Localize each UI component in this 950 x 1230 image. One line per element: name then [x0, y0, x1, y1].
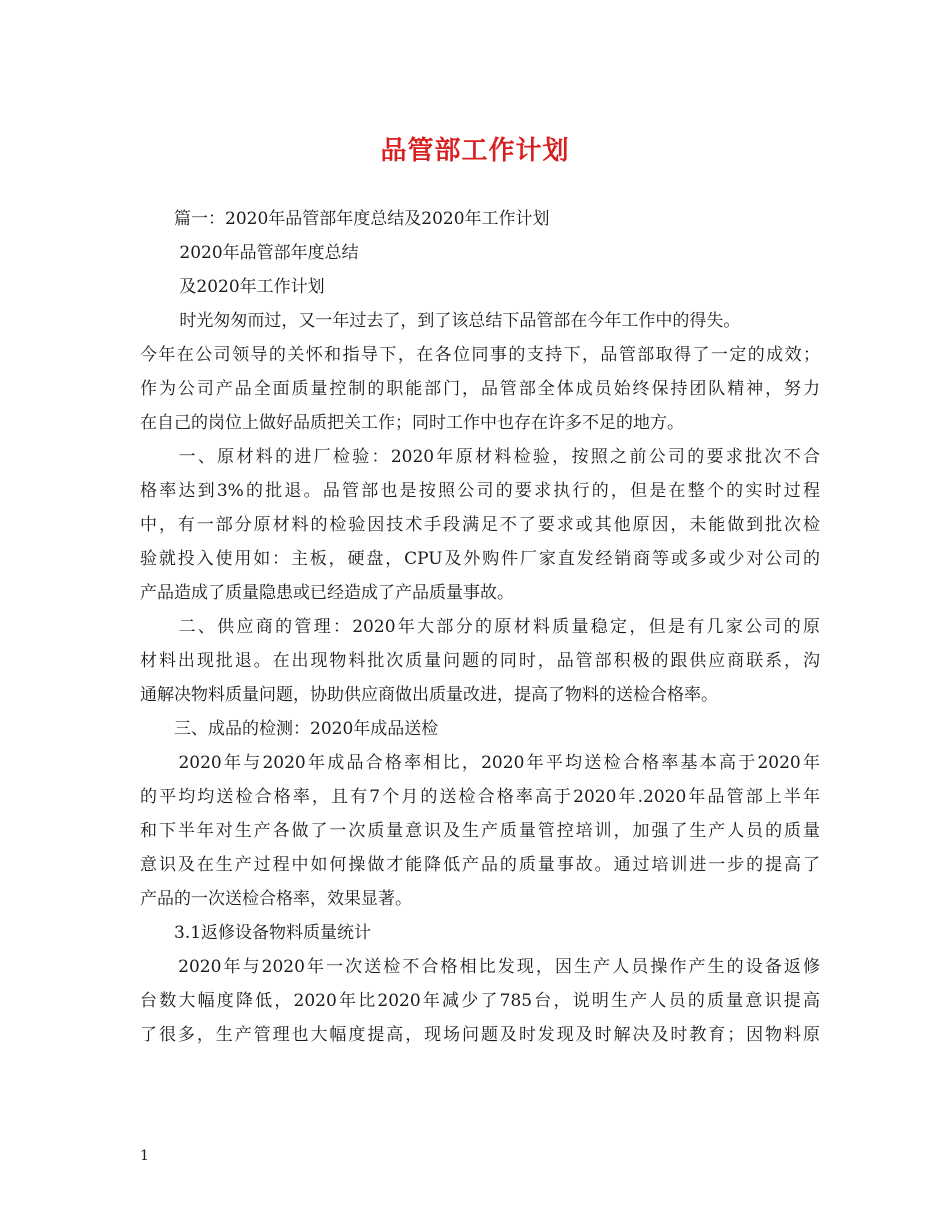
body-line: 3.1返修设备物料质量统计: [140, 923, 372, 943]
body-line: 在自己的岗位上做好品质把关工作；同时工作中也存在许多不足的地方。: [140, 413, 684, 433]
body-line: 时光匆匆而过，又一年过去了，到了该总结下品管部在今年工作中的得失。: [140, 311, 741, 331]
body-line: 篇一：2020年品管部年度总结及2020年工作计划: [140, 209, 550, 229]
body-line: 通解决物料质量问题，协助供应商做出质量改进，提高了物料的送检合格率。: [140, 685, 718, 705]
document-title: 品管部工作计划: [380, 136, 570, 166]
body-line: 意识及在生产过程中如何操做才能降低产品的质量事故。通过培训进一步的提高了: [140, 855, 820, 875]
page-number: 1: [140, 1148, 149, 1164]
body-line: 作为公司产品全面质量控制的职能部门，品管部全体成员始终保持团队精神，努力: [140, 379, 820, 399]
body-line: 产品的一次送检合格率，效果显著。: [140, 889, 412, 909]
body-line: 三、成品的检测：2020年成品送检: [140, 719, 439, 739]
body-line: 今年在公司领导的关怀和指导下，在各位同事的支持下，品管部取得了一定的成效；: [140, 345, 820, 365]
body-line: 2020年与2020年一次送检不合格相比发现，因生产人员操作产生的设备返修: [140, 957, 820, 977]
body-line: 产品造成了质量隐患或已经造成了产品质量事故。: [140, 583, 514, 603]
body-line: 了很多，生产管理也大幅度提高，现场问题及时发现及时解决及时教育；因物料原: [140, 1025, 820, 1045]
body-line: 材料出现批退。在出现物料批次质量问题的同时，品管部积极的跟供应商联系，沟: [140, 651, 820, 671]
body-line: 一、原材料的进厂检验：2020年原材料检验，按照之前公司的要求批次不合: [140, 447, 820, 467]
body-line: 的平均均送检合格率，且有7个月的送检合格率高于2020年.2020年品管部上半年: [140, 787, 820, 807]
body-line: 和下半年对生产各做了一次质量意识及生产质量管控培训，加强了生产人员的质量: [140, 821, 820, 841]
body-line: 二、供应商的管理：2020年大部分的原材料质量稳定，但是有几家公司的原: [140, 617, 820, 637]
body-line: 2020年与2020年成品合格率相比，2020年平均送检合格率基本高于2020年: [140, 753, 820, 773]
body-line: 台数大幅度降低，2020年比2020年减少了785台，说明生产人员的质量意识提高: [140, 991, 820, 1011]
body-line: 格率达到3%的批退。品管部也是按照公司的要求执行的，但是在整个的实时过程: [140, 481, 820, 501]
body-line: 验就投入使用如：主板，硬盘，CPU及外购件厂家直发经销商等或多或少对公司的: [140, 549, 820, 569]
body-line: 2020年品管部年度总结: [140, 243, 359, 263]
body-line: 及2020年工作计划: [140, 277, 325, 297]
body-line: 中，有一部分原材料的检验因技术手段满足不了要求或其他原因，未能做到批次检: [140, 515, 820, 535]
